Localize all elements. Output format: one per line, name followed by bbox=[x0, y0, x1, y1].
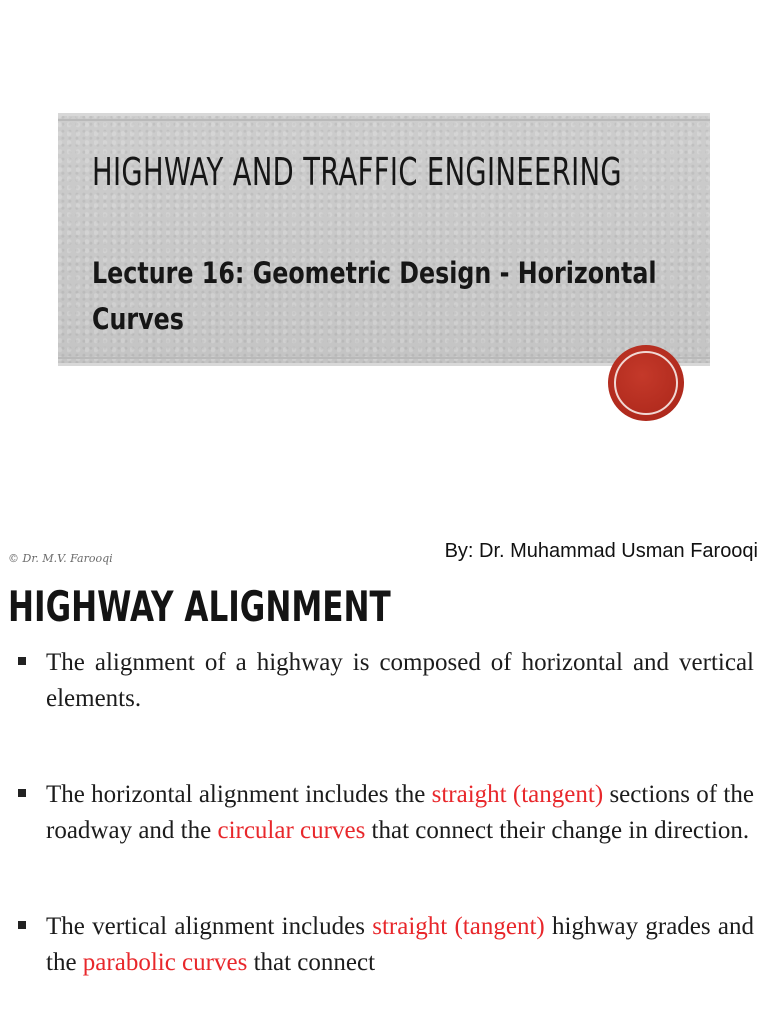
bullet-text: The horizontal alignment includes the bbox=[46, 781, 432, 808]
course-title: HIGHWAY AND TRAFFIC ENGINEERING bbox=[92, 150, 623, 194]
list-item bbox=[18, 777, 754, 849]
highlight-term: straight (tangent) bbox=[431, 781, 604, 808]
bullet-text: that connect bbox=[247, 949, 376, 976]
highlight-term: straight (tangent) bbox=[372, 913, 545, 940]
highlight-term: parabolic curves bbox=[82, 949, 248, 976]
highlight-term: circular curves bbox=[217, 817, 366, 844]
band-top-rule bbox=[58, 113, 710, 116]
bullet-text: that connect their change in direction. bbox=[365, 817, 750, 844]
bullet-list bbox=[18, 645, 754, 981]
red-circle-badge-icon bbox=[608, 345, 684, 421]
author-credit: By: Dr. Muhammad Usman Farooqi bbox=[444, 540, 758, 562]
bullet-text: The alignment of a highway is composed of horizontal and vertical elements. bbox=[46, 649, 754, 712]
band-bottom-rule-inner bbox=[58, 357, 710, 359]
bullet-text: sections of the roadway and the bbox=[46, 781, 754, 844]
lecture-title: Lecture 16: Geometric Design - Horizontal Curves bbox=[92, 256, 657, 336]
copyright-note: © Dr. M.V. Farooqi bbox=[8, 552, 113, 565]
list-item bbox=[18, 909, 754, 981]
list-item bbox=[18, 645, 754, 717]
bullet-text: highway grades and the bbox=[46, 913, 754, 976]
bullet-text: The vertical alignment includes bbox=[46, 913, 373, 940]
section-title: HIGHWAY ALIGNMENT bbox=[8, 582, 391, 631]
band-top-rule-inner bbox=[58, 119, 710, 121]
